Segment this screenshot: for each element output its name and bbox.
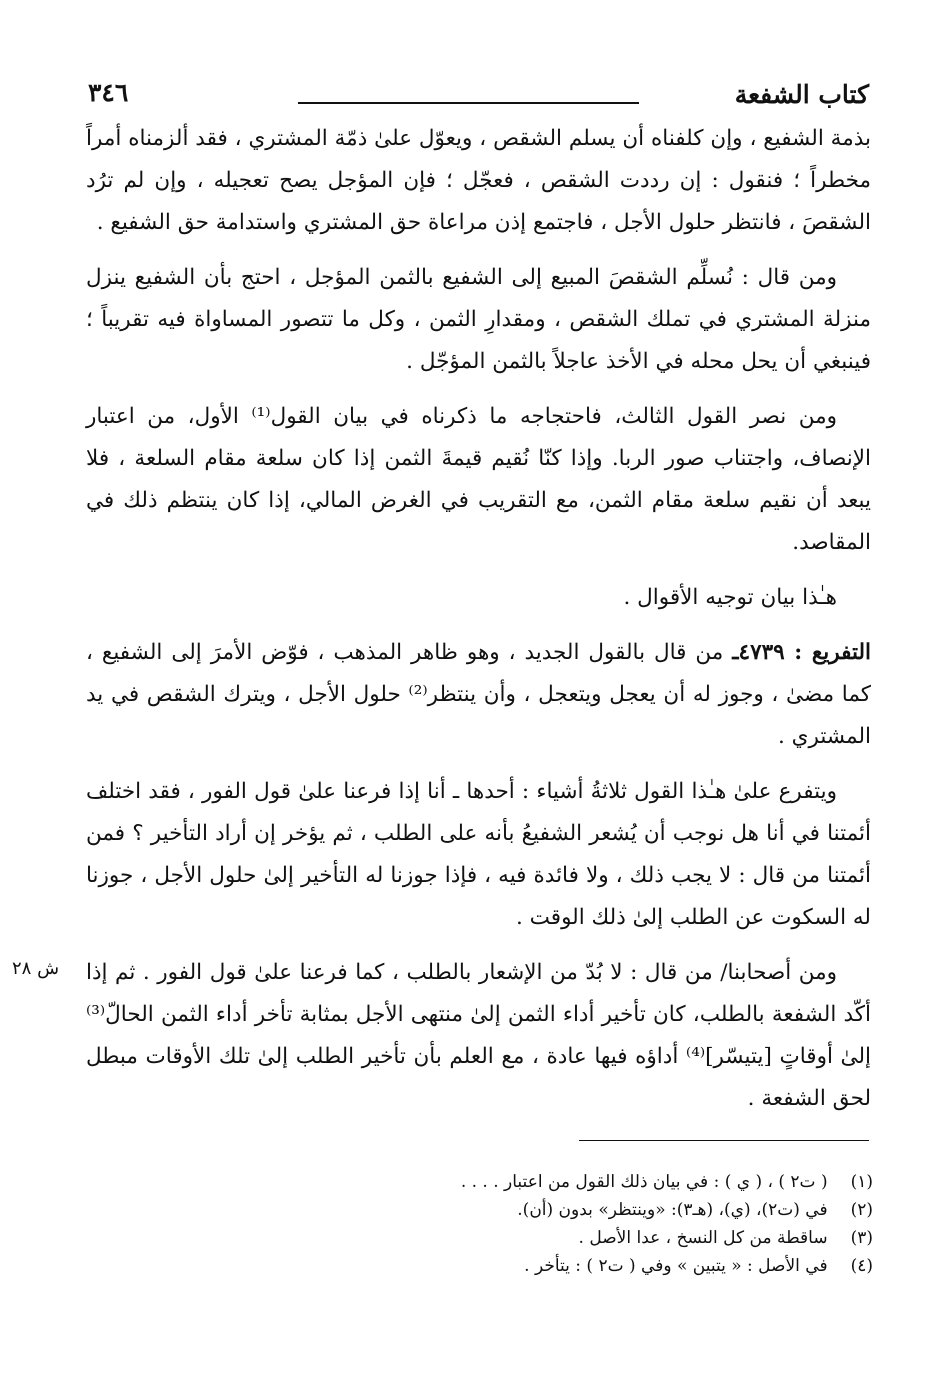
chapter-title: كتاب الشفعة [734, 80, 869, 109]
footnote [86, 1252, 873, 1280]
paragraph [86, 577, 871, 619]
footnote [86, 1168, 873, 1196]
footnote [86, 1196, 873, 1224]
paragraph [86, 952, 871, 1120]
footnote-text: ساقطة من كل النسخ ، عدا الأصل . [578, 1228, 828, 1248]
paragraph [86, 632, 871, 758]
footnote-number: (٢) [850, 1200, 873, 1220]
paragraph-text: هـٰذا بيان توجيه الأقوال . [623, 585, 837, 610]
paragraph [86, 118, 871, 244]
running-header [88, 78, 869, 118]
paragraph-text: ويتفرع علىٰ هـٰذا القول ثلاثةُ أشياء : أحدها ـ أنا إذا فرعنا علىٰ قول الفور ، فقد اختلف أئمتنا في أنا هل نوجب أن يُشعر الشفيعُ بأنه على الطلب ، ثم يؤخر إن أراد التأخير ؟ فمن أئمتنا من قال : لا يجب ذلك ، ولا فائدة فيه ، فإذا جوزنا له التأخير إلىٰ حلول الأجل ، جوزنا له السكوت عن الطلب إلىٰ ذلك الوقت . [86, 779, 871, 930]
footnote-number: (١) [850, 1172, 873, 1192]
footnote-text: في الأصل : « يتبين » وفي ( ت٢ ) : يتأخر . [524, 1256, 828, 1276]
footnote-number: (٤) [850, 1256, 873, 1276]
paragraph-text: ومن أصحابنا/ من قال : لا بُدّ من الإشعار بالطلب ، كما فرعنا علىٰ قول الفور . ثم إذا أكّد الشفعة بالطلب، كان تأخير أداء الثمن إلىٰ منتهى الأجل بمثابة تأخر أداء الثمن الحالّ⁽³⁾ إلىٰ أوقاتٍ [يتيسّر]⁽⁴⁾ أداؤه فيها عادة ، مع العلم بأن تأخير الطلب إلىٰ تلك الأوقات مبطل لحق الشفعة . [86, 960, 871, 1111]
footnote-text: ( ت٢ ) ، ( ي ) : في بيان ذلك القول من اعتبار . . . . [460, 1172, 828, 1192]
section-heading: التفريع : ٤٧٣٩ـ [732, 640, 872, 665]
footnotes [86, 1168, 873, 1280]
footnote [86, 1224, 873, 1252]
paragraph [86, 771, 871, 939]
footnote-rule [579, 1140, 869, 1141]
paragraph-text: ومن نصر القول الثالث، فاحتجاجه ما ذكرناه في بيان القول⁽¹⁾ الأول، من اعتبار الإنصاف، واجتناب صور الربا. وإذا كنّا نُقيم قيمةَ الثمن إذا كان سلعة مقام السلعة ، فلا يبعد أن نقيم سلعة مقام الثمن، مع التقريب في الغرض المالي، إذا كان ينتظم ذلك في المقاصد. [86, 404, 871, 555]
header-rule [298, 102, 639, 104]
main-text [86, 118, 871, 1120]
paragraph-text: بذمة الشفيع ، وإن كلفناه أن يسلم الشقص ، ويعوّل علىٰ ذمّة المشتري ، فقد ألزمناه أمراً مخطراً ؛ فنقول : إن رددت الشقص ، فعجّل ؛ فإن المؤجل يصح تعجيله ، وإن لم ترُد الشقصَ ، فانتظر حلول الأجل ، فاجتمع إذن مراعاة حق المشتري واستدامة حق الشفيع . [86, 126, 871, 235]
paragraph-text: من قال بالقول الجديد ، وهو ظاهر المذهب ، فوّض الأمرَ إلى الشفيع ، كما مضىٰ ، وجوز له أن يعجل ويتعجل ، وأن ينتظر⁽²⁾ حلول الأجل ، ويترك الشقص في يد المشتري . [86, 640, 872, 749]
page-number: ٣٤٦ [88, 78, 129, 107]
margin-note: ش ٢٨ [12, 958, 60, 979]
footnote-text: في (ت٢)، (ي)، (هـ٣): «وينتظر» بدون (أن). [517, 1200, 828, 1220]
footnote-number: (٣) [850, 1228, 873, 1248]
paragraph [86, 396, 871, 564]
paragraph [86, 257, 871, 383]
paragraph-text: ومن قال : نُسلِّم الشقصَ المبيع إلى الشفيع بالثمن المؤجل ، احتج بأن الشفيع ينزل منزلة المشتري في تملك الشقص ، ومقدارِ الثمن ، وكل ما تتصور المساواة فيه تقريباً ؛ فينبغي أن يحل محله في الأخذ عاجلاً بالثمن المؤجّل . [86, 265, 871, 374]
